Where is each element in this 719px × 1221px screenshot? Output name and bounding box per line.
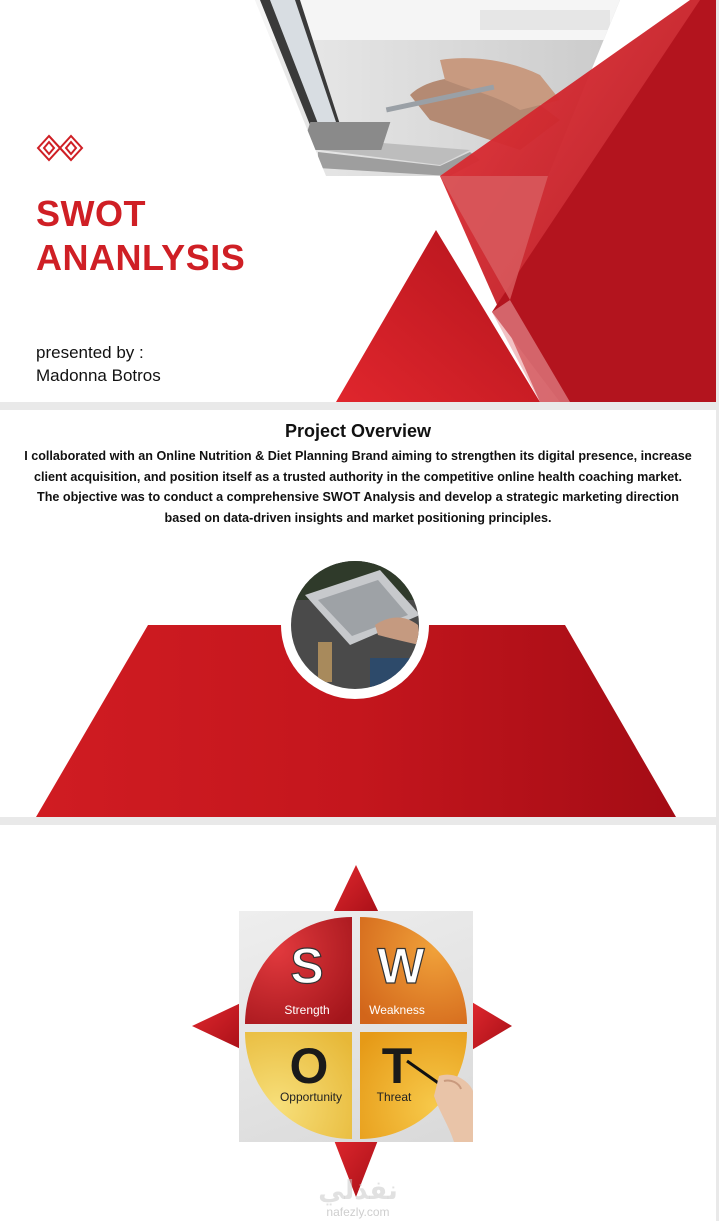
arrow-left-icon xyxy=(192,1001,245,1051)
swot-letter-o: O xyxy=(289,1038,329,1094)
presenter-block xyxy=(36,341,161,387)
presenter-name: Madonna Botros xyxy=(36,366,161,385)
cover-title-line2: ANANLYSIS xyxy=(36,237,246,278)
watermark-latin: nafezly.com xyxy=(326,1205,390,1219)
overview-body xyxy=(20,446,696,528)
swot-circle xyxy=(239,911,473,1142)
swot-label-threat: Threat xyxy=(376,1090,412,1104)
swot-label-weakness: Weakness xyxy=(369,1003,425,1017)
cover-slide xyxy=(0,0,716,402)
overview-heading: Project Overview xyxy=(284,421,432,441)
swot-letter-w: W xyxy=(377,938,425,994)
overview-paragraph-1: I collaborated with an Online Nutrition & Diet Planning Brand aiming to strengthen its digital presence, increase client acquisition, and position itself as a trusted authority in the competitive online health coaching market. xyxy=(24,449,692,484)
watermark-arabic: نفذلي xyxy=(318,1175,398,1205)
swot-label-strength: Strength xyxy=(284,1003,330,1017)
swot-label-opportunity: Opportunity xyxy=(279,1090,343,1104)
cover-title-line1: SWOT xyxy=(36,193,146,234)
presented-by-label: presented by : xyxy=(36,343,144,362)
swot-diagram xyxy=(239,911,473,1142)
swot-letter-t: T xyxy=(381,1038,413,1094)
swot-slide xyxy=(0,825,716,1221)
arrow-up-icon xyxy=(332,865,380,915)
swot-letter-s: S xyxy=(290,938,324,994)
arrow-right-icon xyxy=(470,1001,512,1051)
cover-title xyxy=(36,192,245,280)
overview-slide xyxy=(0,410,716,817)
brand-logo-icon xyxy=(36,128,86,168)
overview-paragraph-2: The objective was to conduct a comprehensive SWOT Analysis and develop a strategic marketing direction based on data-driven insights and market positioning principles. xyxy=(37,490,679,525)
